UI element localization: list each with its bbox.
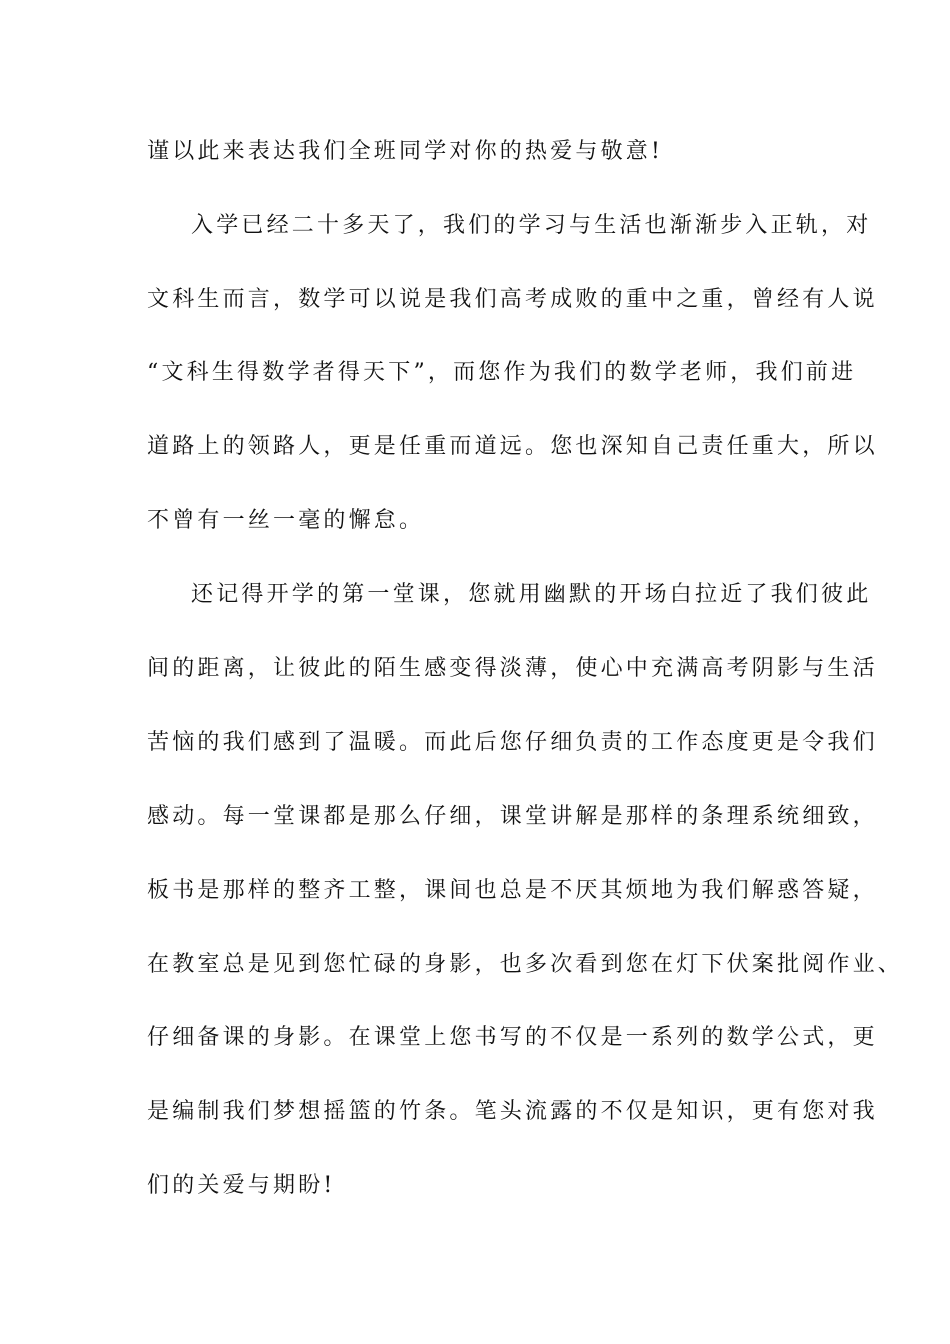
text-line: 们的关爱与期盼! (147, 1173, 336, 1198)
text-line: 在教室总是见到您忙碌的身影，也多次看到您在灯下伏案批阅作业、 (147, 952, 904, 977)
text-line: 谨以此来表达我们全班同学对你的热爱与敬意! (147, 139, 664, 164)
text-line: 间的距离，让彼此的陌生感变得淡薄，使心中充满高考阴影与生活 (147, 656, 878, 681)
text-line: 感动。每一堂课都是那么仔细，课堂讲解是那样的条理系统细致， (147, 804, 878, 829)
paragraph-first-line: 还记得开学的第一堂课，您就用幽默的开场白拉近了我们彼此 (191, 582, 872, 607)
paragraph-first-line: 入学已经二十多天了，我们的学习与生活也渐渐步入正轨，对 (191, 213, 872, 238)
text-line: 仔细备课的身影。在课堂上您书写的不仅是一系列的数学公式，更 (147, 1025, 878, 1050)
text-line: 板书是那样的整齐工整，课间也总是不厌其烦地为我们解惑答疑， (147, 878, 878, 903)
text-line: 是编制我们梦想摇篮的竹条。笔头流露的不仅是知识，更有您对我 (147, 1099, 878, 1124)
text-line: 不曾有一丝一毫的懈怠。 (147, 508, 425, 533)
text-line: “文科生得数学者得天下”，而您作为我们的数学老师，我们前进 (147, 360, 857, 385)
text-line: 文科生而言，数学可以说是我们高考成败的重中之重，曾经有人说 (147, 287, 878, 312)
text-line: 苦恼的我们感到了温暖。而此后您仔细负责的工作态度更是令我们 (147, 730, 878, 755)
text-line: 道路上的领路人，更是任重而道远。您也深知自己责任重大，所以 (147, 434, 878, 459)
